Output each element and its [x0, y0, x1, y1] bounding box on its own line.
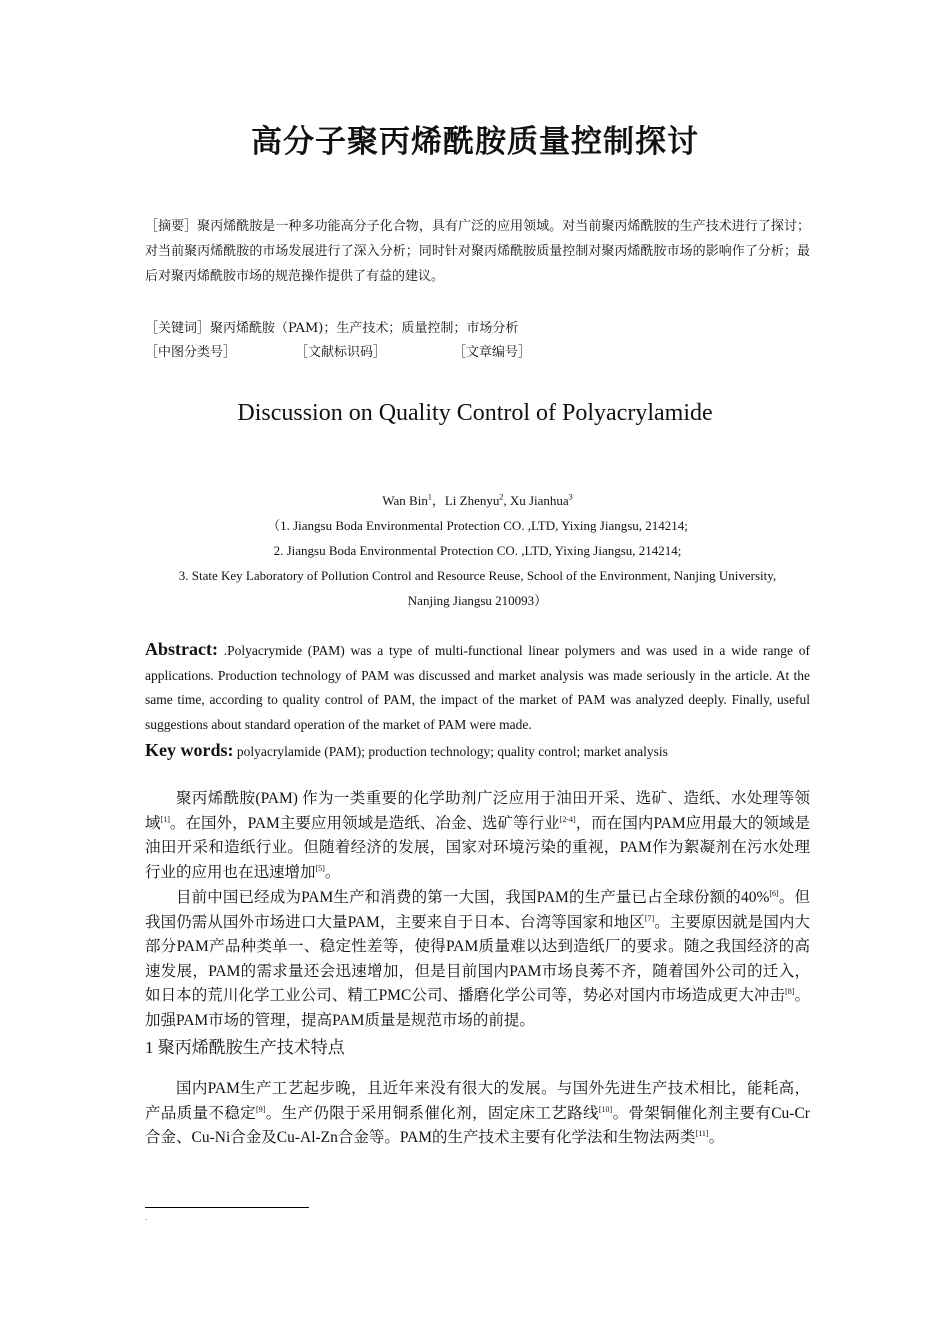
citation-ref[interactable]: [2-4] [559, 814, 576, 824]
author-3-affil: 3 [568, 492, 573, 502]
authors-block [145, 488, 810, 613]
author-line [145, 488, 810, 513]
section-1-heading: 1 聚丙烯酰胺生产技术特点 [145, 1038, 345, 1057]
abstract-text: .Polyacrymide (PAM) was a type of multi-functional linear polymers and was used in a wide range of applications. Production technology of PAM was discussed and market analysis was made seriously in the article. At the same time, according to quality control of PAM, the impact of the market of PAM was analyzed deeply. Finally, useful suggestions about standard operation of the market of PAM were made. [145, 643, 810, 732]
para-text: 国内PAM生产工艺起步晚，且近年来没有很大的发展。与国外先进生产技术相比，能耗高，产品质量不稳定 [145, 1080, 810, 1122]
citation-ref[interactable]: [1] [160, 814, 170, 824]
author-3: , Xu Jianhua [503, 493, 569, 508]
english-abstract [145, 637, 810, 737]
author-1-affil: 1 [427, 492, 432, 502]
author-2: ，Li Zhenyu [431, 493, 500, 508]
body-paragraph-3 [145, 1077, 810, 1151]
citation-ref[interactable]: [6] [769, 888, 779, 898]
para-text: 聚丙烯酰胺(PAM) 作为一类重要的化学助剂广泛应用于油田开采、选矿、造纸、水处理等领域 [145, 790, 810, 832]
para-text: 。 [324, 863, 341, 881]
article-number-label: ［文章编号］ [453, 345, 532, 360]
keywords-text: polyacrylamide (PAM); production technology; quality control; market analysis [233, 744, 668, 759]
citation-ref[interactable]: [8] [785, 986, 795, 996]
chinese-abstract: ［摘要］聚丙烯酰胺是一种多功能高分子化合物，具有广泛的应用领域。对当前聚丙烯酰胺的生产技术进行了探讨；对当前聚丙烯酰胺的市场发展进行了深入分析；同时针对聚丙烯酰胺质量控制对聚丙烯酰胺市场的影响作了分析；最后对聚丙烯酰胺市场的规范操作提供了有益的建议。 [145, 219, 810, 284]
citation-ref[interactable]: [5] [315, 863, 325, 873]
para-text: 。但我国仍需从国外市场进口大量PAM，主要来自于日本、台湾等国家和地区 [145, 889, 810, 931]
para-text: 。 [708, 1129, 725, 1146]
english-title: Discussion on Quality Control of Polyacrylamide [237, 400, 713, 426]
chinese-keywords: ［关键词］聚丙烯酰胺（PAM)；生产技术；质量控制；市场分析 [145, 321, 519, 336]
affiliation-1: （1. Jiangsu Boda Environmental Protection CO. ,LTD, Yixing Jiangsu, 214214; [267, 518, 688, 533]
para-text: 。在国外，PAM主要应用领域是造纸、冶金、选矿等行业 [169, 814, 560, 832]
affiliation-2: 2. Jiangsu Boda Environmental Protection CO. ,LTD, Yixing Jiangsu, 214214; [273, 543, 682, 558]
para-text: 。加强PAM市场的管理，提高PAM质量是规范市场的前提。 [145, 987, 810, 1029]
citation-ref[interactable]: [9] [256, 1104, 266, 1114]
author-2-affil: 2 [499, 492, 504, 502]
document-code-label: ［文献标识码］ [295, 345, 387, 360]
keywords-label: Key words: [145, 740, 234, 760]
abstract-label: Abstract: [145, 639, 218, 659]
para-text: ，而在国内PAM应用最大的领域是油田开采和造纸行业。但随着经济的发展，国家对环境污染的重视，PAM作为絮凝剂在污水处理行业的应用也在迅速增加 [145, 814, 810, 881]
para-text: 。生产仍限于采用铜系催化剂，固定床工艺路线 [265, 1104, 599, 1122]
footnote-mark: . [145, 1214, 148, 1222]
body-paragraph-2 [145, 886, 810, 1033]
para-text: 。骨架铜催化剂主要有Cu-Cr合金、Cu-Ni合金及Cu-Al-Zn合金等。PAM的生产技术主要有化学法和生物法两类 [145, 1104, 810, 1146]
footnote-divider [145, 1207, 309, 1208]
body-paragraph-1 [145, 787, 810, 885]
citation-ref[interactable]: [10] [598, 1104, 613, 1114]
clc-number-label: ［中图分类号］ [145, 345, 237, 360]
affiliation-3: 3. State Key Laboratory of Pollution Control and Resource Reuse, School of the Environment, Nanjing University, [178, 568, 777, 583]
chinese-title: 高分子聚丙烯酰胺质量控制探讨 [251, 124, 699, 160]
para-text: 。主要原因就是国内大部分PAM产品种类单一、稳定性差等，使得PAM质量难以达到造纸厂的要求。随之我国经济的高速发展，PAM的需求量还会迅速增加，但是目前国内PAM市场良莠不齐，随着国外公司的迁入，如日本的荒川化学工业公司、精工PMC公司、播磨化学公司等，势必对国内市场造成更大冲击 [145, 913, 810, 1004]
author-1: Wan Bin [382, 493, 428, 508]
affiliation-3-cont: Nanjing Jiangsu 210093） [407, 593, 548, 608]
para-text: 目前中国已经成为PAM生产和消费的第一大国，我国PAM的生产量已占全球份额的40% [176, 889, 770, 906]
citation-ref[interactable]: [11] [695, 1128, 709, 1138]
english-keywords [145, 737, 810, 765]
citation-ref[interactable]: [7] [644, 913, 655, 923]
